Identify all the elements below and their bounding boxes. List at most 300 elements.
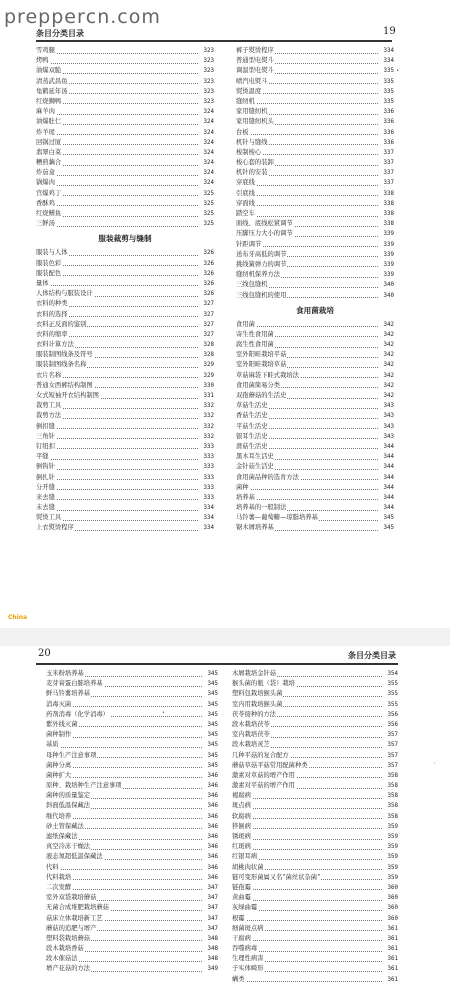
- entry-title: 玉米粉培养基: [46, 669, 85, 679]
- entry-title: 紫外线灭菌: [46, 720, 78, 730]
- entry-page: 346: [207, 783, 218, 790]
- entry-page: 347: [207, 884, 218, 891]
- entry-page: 323: [203, 68, 214, 75]
- entry-title: 雪鸡腿: [36, 46, 56, 56]
- entry-title: 宫爆鸡丁: [36, 189, 62, 199]
- section-heading: [236, 301, 394, 320]
- toc-entry: [46, 954, 218, 964]
- toc-entry: [232, 781, 398, 791]
- toc-left-column: [36, 46, 214, 534]
- toc-entry: [236, 350, 394, 360]
- dot-leader: [36, 53, 198, 54]
- entry-title: 生理性病害: [232, 954, 264, 964]
- entry-title: 菌种制作: [46, 730, 72, 740]
- entry-page: 339: [383, 261, 394, 268]
- entry-page: 339: [383, 241, 394, 248]
- toc-entry: [36, 77, 214, 87]
- toc-entry: [36, 483, 214, 493]
- toc-left-column: [46, 669, 218, 975]
- entry-page: 334: [383, 58, 394, 65]
- toc-entry: [46, 700, 218, 710]
- entry-title: 鲜马铃薯培养基: [46, 689, 91, 699]
- entry-title: 母种生产注意事项: [46, 751, 97, 761]
- toc-entry: [36, 219, 214, 229]
- entry-title: 猝倒病: [232, 822, 252, 832]
- toc-entry: [36, 513, 214, 523]
- toc-entry: [46, 710, 218, 720]
- entry-page: 323: [203, 88, 214, 95]
- entry-title: 链可变形菌属又名“菌丝状杂菌”: [232, 873, 321, 883]
- entry-title: 三线包缝机的使用: [236, 291, 287, 301]
- entry-title: 腐生性食用菌: [236, 340, 275, 350]
- dot-leader: [236, 216, 378, 217]
- toc-entry: [46, 873, 218, 883]
- entry-page: 347: [207, 925, 218, 932]
- entry-page: 345: [207, 711, 218, 718]
- entry-page: 339: [383, 251, 394, 258]
- entry-title: 消毒灭菌: [46, 700, 72, 710]
- entry-page: 343: [383, 413, 394, 420]
- entry-title: 回锅过厦: [36, 138, 62, 148]
- margin-mark: ‘: [434, 762, 436, 768]
- entry-title: 锅爆肉: [36, 178, 56, 188]
- entry-title: 台板: [236, 128, 250, 138]
- entry-title: 螨类: [232, 975, 246, 985]
- entry-title: 段木栽培茯苓: [232, 720, 271, 730]
- entry-page: 360: [387, 915, 398, 922]
- dot-leader: [36, 205, 198, 206]
- header-rule: [36, 663, 398, 665]
- entry-title: 塑料袋栽培蘑菇: [46, 934, 91, 944]
- entry-page: 340: [383, 282, 394, 289]
- entry-title: 室外双袋栽培蘑菇: [46, 893, 97, 903]
- toc-entry: [236, 270, 394, 280]
- entry-page: 356: [387, 721, 398, 728]
- toc-entry: [36, 330, 214, 340]
- entry-page: 323: [203, 98, 214, 105]
- entry-page: 360: [387, 905, 398, 912]
- entry-page: 332: [203, 413, 214, 420]
- entry-title: 蘑菇草菇平菇常用配菌种类: [232, 761, 309, 771]
- entry-page: 337: [383, 160, 394, 167]
- toc-entry: [236, 148, 394, 158]
- toc-entry: [232, 669, 398, 679]
- toc-entry: [236, 189, 394, 199]
- entry-page: 325: [203, 200, 214, 207]
- entry-title: 段木栽培灵芝: [232, 740, 271, 750]
- dot-leader: [232, 798, 382, 799]
- entry-title: 服装制图线条名称: [36, 360, 87, 370]
- entry-title: 衣料的种类: [36, 299, 68, 309]
- toc-entry: [36, 381, 214, 391]
- entry-title: 倒钩针: [36, 462, 56, 472]
- entry-page: 344: [383, 474, 394, 481]
- entry-page: 339: [383, 231, 394, 238]
- toc-entry: [36, 46, 214, 56]
- entry-page: 346: [207, 803, 218, 810]
- entry-title: 穿面线: [236, 199, 256, 209]
- dot-leader: [36, 479, 198, 480]
- toc-entry: [232, 689, 398, 699]
- entry-page: 344: [383, 484, 394, 491]
- toc-entry: [36, 209, 214, 219]
- entry-title: 斜面低温保藏法: [46, 801, 91, 811]
- toc-entry: [36, 360, 214, 370]
- toc-entry: [232, 975, 398, 985]
- entry-page: 345: [207, 721, 218, 728]
- entry-title: 来去缝: [36, 493, 56, 503]
- toc-entry: [36, 87, 214, 97]
- entry-page: 345: [207, 671, 218, 677]
- entry-title: 基质: [46, 740, 60, 750]
- entry-page: 345: [207, 732, 218, 739]
- toc-entry: [236, 473, 394, 483]
- toc-entry: [232, 954, 398, 964]
- entry-title: 锈斑病: [232, 832, 252, 842]
- entry-title: 灰绿曲霉: [232, 903, 258, 913]
- entry-title: 红烧鳝鱼: [36, 209, 62, 219]
- entry-page: 338: [383, 200, 394, 207]
- entry-page: 361: [387, 925, 398, 932]
- toc-entry: [236, 340, 394, 350]
- entry-title: 缝纫机保养方法: [236, 270, 281, 280]
- toc-entry: [232, 924, 398, 934]
- entry-page: 332: [203, 433, 214, 440]
- entry-page: 326: [203, 291, 214, 298]
- toc-entry: [46, 842, 218, 852]
- entry-title: 裁剪方法: [36, 411, 62, 421]
- entry-page: 329: [203, 362, 214, 369]
- entry-page: 345: [207, 752, 218, 759]
- entry-page: 334: [203, 515, 214, 522]
- section-title: 服装裁剪与缝制: [98, 234, 152, 244]
- toc-entry: [36, 66, 214, 76]
- toc-entry: [36, 432, 214, 442]
- entry-title: 熨烫温度: [236, 87, 262, 97]
- toc-entry: [236, 97, 394, 107]
- entry-page: 327: [203, 331, 214, 338]
- entry-page: 358: [387, 783, 398, 790]
- entry-title: 增产花菇的方法: [46, 964, 91, 974]
- entry-page: 357: [387, 732, 398, 739]
- entry-page: 338: [383, 211, 394, 217]
- toc-entry: [236, 87, 394, 97]
- toc-entry: [236, 452, 394, 462]
- toc-entry: [36, 199, 214, 209]
- entry-page: 346: [207, 813, 218, 820]
- entry-page: 338: [383, 190, 394, 197]
- entry-title: 几种平菇的复合配方: [232, 751, 290, 761]
- entry-title: 茯苓接种的方法: [232, 710, 277, 720]
- toc-entry: [36, 473, 214, 483]
- entry-title: 吞噬病毒: [232, 944, 258, 954]
- entry-page: 359: [387, 844, 398, 851]
- dot-leader: [36, 185, 198, 186]
- toc-entry: [232, 893, 398, 903]
- entry-page: 333: [203, 443, 214, 450]
- entry-title: 红斑病: [232, 842, 252, 852]
- entry-page: 348: [207, 956, 218, 963]
- entry-title: 激素对草菇的增产作用: [232, 771, 296, 781]
- entry-title: 清蒸武昌鱼: [36, 77, 68, 87]
- entry-title: 麻羊肉: [36, 107, 56, 117]
- entry-title: 倒扣缝: [36, 422, 56, 432]
- entry-title: 量体: [36, 279, 50, 289]
- entry-page: 359: [387, 823, 398, 830]
- toc-entry: [36, 107, 214, 117]
- entry-title: 银耳生活史: [236, 432, 268, 442]
- entry-page: 360: [387, 895, 398, 902]
- entry-page: 326: [203, 250, 214, 257]
- entry-page: 336: [383, 139, 394, 146]
- entry-page: 323: [203, 78, 214, 85]
- entry-page: 333: [203, 454, 214, 461]
- entry-page: 345: [383, 515, 394, 522]
- entry-page: 359: [387, 874, 398, 881]
- entry-page: 342: [383, 382, 394, 389]
- entry-title: 马铃薯—葡萄糖—琼脂培养基: [236, 513, 319, 523]
- toc-entry: [36, 178, 214, 188]
- entry-page: 354: [387, 671, 398, 677]
- entry-title: 室内用栽培猴头菌: [232, 700, 283, 710]
- toc-entry: [236, 260, 394, 270]
- entry-title: 人体结构与服装设计: [36, 289, 94, 299]
- entry-page: 355: [387, 681, 398, 688]
- watermark: prepperсn.com: [4, 6, 161, 28]
- toc-right-column: [232, 669, 398, 985]
- toc-entry: [236, 291, 394, 301]
- entry-title: 代料: [46, 863, 60, 873]
- toc-entry: [36, 248, 214, 258]
- entry-page: 326: [203, 260, 214, 267]
- toc-entry: [36, 340, 214, 350]
- toc-entry: [36, 128, 214, 138]
- page-number: 20: [38, 648, 51, 659]
- toc-entry: [236, 209, 394, 219]
- toc-entry: [36, 493, 214, 503]
- entry-page: 343: [383, 403, 394, 410]
- toc-entry: [236, 168, 394, 178]
- entry-title: 胡桃肉状菌: [232, 863, 264, 873]
- entry-title: 送布牙高低的调节: [236, 250, 287, 260]
- toc-entry: [36, 279, 214, 289]
- entry-title: 黄曲霉: [232, 893, 252, 903]
- entry-page: 328: [203, 342, 214, 349]
- toc-entry: [46, 863, 218, 873]
- entry-page: 329: [203, 372, 214, 379]
- entry-page: 346: [207, 854, 218, 861]
- toc-entry: [236, 138, 394, 148]
- entry-title: 菇床立体栽培新工艺: [46, 914, 104, 924]
- dot-leader: [232, 839, 382, 840]
- entry-page: 335: [383, 78, 394, 85]
- dot-leader: [36, 448, 198, 449]
- entry-title: 草菇生活史: [236, 401, 268, 411]
- toc-entry: [232, 903, 398, 913]
- entry-title: 食用菌简易分类: [236, 381, 281, 391]
- dot-leader: [232, 940, 382, 941]
- entry-page: 325: [203, 211, 214, 217]
- entry-page: 357: [387, 752, 398, 759]
- entry-page: 359: [387, 864, 398, 871]
- entry-page: 334: [203, 525, 214, 532]
- entry-page: 337: [383, 170, 394, 177]
- entry-page: 358: [387, 813, 398, 820]
- entry-page: 325: [203, 221, 214, 228]
- entry-title: 锯木屑培养基: [236, 523, 275, 533]
- entry-title: 金针菇生活史: [236, 462, 275, 472]
- toc-entry: [36, 503, 214, 513]
- toc-entry: [232, 832, 398, 842]
- entry-title: 女式短袖开衣结构制图: [36, 391, 100, 401]
- entry-page: 359: [387, 854, 398, 861]
- toc-entry: [232, 679, 398, 689]
- toc-entry: [46, 771, 218, 781]
- toc-entry: [36, 299, 214, 309]
- dot-leader: [232, 818, 382, 819]
- entry-page: 324: [203, 129, 214, 136]
- toc-entry: [36, 97, 214, 107]
- entry-title: 麦芽膏蛋白胨培养基: [46, 679, 104, 689]
- toc-entry: [232, 771, 398, 781]
- toc-entry: [46, 730, 218, 740]
- entry-title: 衣片名称: [36, 371, 62, 381]
- entry-page: 342: [383, 321, 394, 328]
- dot-leader: [36, 226, 198, 227]
- toc-entry: [236, 107, 394, 117]
- entry-title: 翡翠白菜: [36, 148, 62, 158]
- entry-page: 337: [383, 149, 394, 156]
- entry-page: 327: [203, 301, 214, 308]
- entry-title: 龟鹤延年汤: [36, 87, 68, 97]
- toc-entry: [232, 873, 398, 883]
- entry-title: 三线包缝机: [236, 280, 268, 290]
- dot-leader: [232, 920, 382, 921]
- toc-entry: [236, 229, 394, 239]
- entry-page: 333: [203, 464, 214, 471]
- entry-title: 培养基: [236, 493, 256, 503]
- entry-title: 木屑栽培金针菇: [232, 669, 277, 679]
- dot-leader: [232, 981, 382, 982]
- toc-entry: [232, 883, 398, 893]
- toc-entry: [232, 761, 398, 771]
- toc-entry: [36, 401, 214, 411]
- entry-page: 333: [203, 474, 214, 481]
- entry-title: 继代培养: [46, 812, 72, 822]
- entry-title: 激素对平菇的增产作用: [232, 781, 296, 791]
- entry-title: 面线、底线松紧调节: [236, 219, 294, 229]
- entry-page: 334: [383, 48, 394, 54]
- header-title: 条目分类目录: [348, 650, 396, 660]
- toc-entry: [46, 791, 218, 801]
- entry-page: 326: [203, 270, 214, 277]
- toc-entry: [236, 219, 394, 229]
- entry-title: 菌种: [236, 483, 250, 493]
- entry-page: 324: [203, 119, 214, 126]
- dot-leader: [236, 499, 378, 500]
- entry-title: 普通女西裤结构制图: [36, 381, 94, 391]
- toc-entry: [46, 689, 218, 699]
- toc-entry: [236, 422, 394, 432]
- entry-title: 无菌合成堆肥栽培蘑菇: [46, 903, 110, 913]
- entry-page: 346: [207, 772, 218, 779]
- entry-page: 346: [207, 864, 218, 871]
- entry-page: 335: [383, 88, 394, 95]
- entry-page: 324: [203, 160, 214, 167]
- toc-entry: [36, 269, 214, 279]
- entry-title: 钉纽扣: [36, 442, 56, 452]
- entry-title: 子实体畸形: [232, 964, 264, 974]
- entry-page: 344: [383, 494, 394, 501]
- entry-page: 361: [387, 946, 398, 953]
- entry-page: 345: [207, 691, 218, 698]
- entry-title: 油爆双脆: [36, 66, 62, 76]
- entry-page: 332: [203, 423, 214, 430]
- toc-entry: [236, 493, 394, 503]
- dot-leader: [232, 849, 382, 850]
- entry-page: 324: [203, 149, 214, 156]
- toc-entry: [46, 893, 218, 903]
- entry-title: 家用缝纫机头: [236, 117, 275, 127]
- toc-entry: [36, 523, 214, 533]
- entry-title: 香酥鸡: [36, 199, 56, 209]
- toc-entry: [46, 903, 218, 913]
- entry-title: 段木栽培香菇: [46, 944, 85, 954]
- toc-entry: [46, 761, 218, 771]
- dot-leader: [236, 205, 378, 206]
- entry-page: 346: [207, 844, 218, 851]
- entry-page: 345: [383, 525, 394, 532]
- entry-title: 滤纸保藏法: [46, 832, 78, 842]
- toc-entry: [236, 240, 394, 250]
- dot-leader: [36, 459, 198, 460]
- toc-entry: [236, 128, 394, 138]
- entry-page: 346: [207, 823, 218, 830]
- toc-entry: [46, 964, 218, 974]
- entry-title: 缝纫机: [236, 97, 256, 107]
- margin-mark: •: [396, 68, 399, 74]
- entry-title: 段木催菇法: [46, 954, 78, 964]
- entry-title: 香菇生活史: [236, 411, 268, 421]
- entry-page: 359: [387, 834, 398, 840]
- toc-entry: [46, 740, 218, 750]
- toc-entry: [236, 199, 394, 209]
- toc-entry: [236, 371, 394, 381]
- entry-title: 末去缝: [36, 503, 56, 513]
- toc-entry: [46, 822, 218, 832]
- entry-title: 黑木耳生活史: [236, 452, 275, 462]
- toc-entry: [36, 462, 214, 472]
- toc-entry: [232, 822, 398, 832]
- entry-page: 331: [203, 393, 214, 399]
- toc-entry: [36, 422, 214, 432]
- entry-page: 330: [203, 382, 214, 389]
- header-rule: [36, 40, 392, 42]
- toc-entry: [36, 138, 214, 148]
- entry-title: 踏空车: [236, 209, 256, 219]
- toc-right-column: [236, 46, 394, 534]
- toc-entry: [236, 442, 394, 452]
- dot-leader: [236, 185, 378, 186]
- entry-page: 327: [203, 311, 214, 318]
- entry-title: 糟煎藕合: [36, 158, 62, 168]
- entry-page: 336: [383, 119, 394, 126]
- toc-entry: [232, 730, 398, 740]
- dot-leader: [36, 428, 198, 429]
- entry-title: 三角针: [36, 432, 56, 442]
- entry-page: 342: [383, 393, 394, 399]
- toc-entry: [236, 503, 394, 513]
